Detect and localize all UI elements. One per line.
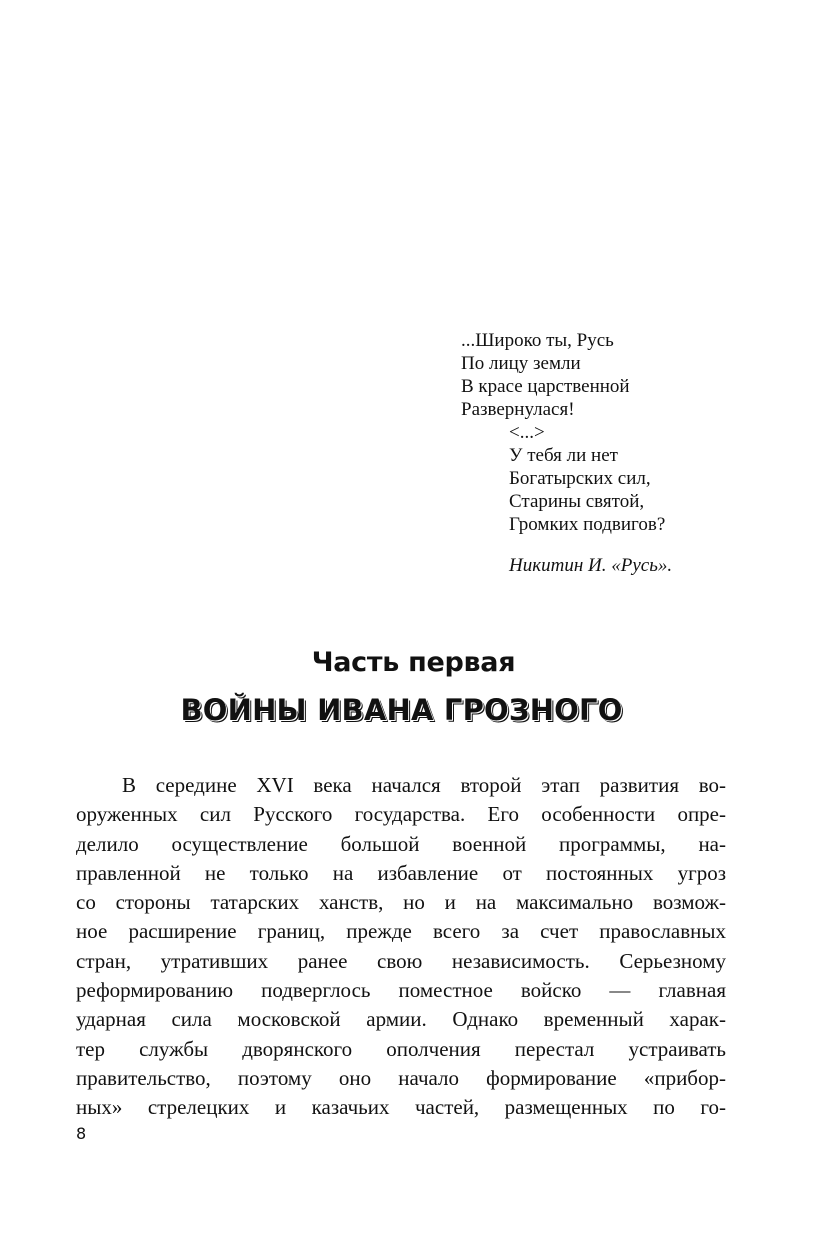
part-label: Часть первая bbox=[311, 647, 516, 678]
epigraph-line: В красе царственной bbox=[461, 376, 630, 397]
body-line: ных» стрелецких и казачьих частей, размещенных по го- bbox=[76, 1095, 726, 1120]
body-line: стран, утративших ранее свою независимость. Серьезному bbox=[76, 948, 726, 973]
body-paragraph bbox=[76, 771, 726, 1123]
epigraph-line: По лицу земли bbox=[461, 353, 581, 374]
body-line: ударная сила московской армии. Однако временный харак- bbox=[76, 1007, 726, 1032]
epigraph-attribution: Никитин И. «Русь». bbox=[509, 555, 673, 576]
body-line: В середине XVI века начался второй этап развития во- bbox=[122, 773, 726, 797]
epigraph-line: Старины святой, bbox=[509, 491, 645, 512]
epigraph-line: У тебя ли нет bbox=[509, 445, 618, 466]
body-line: реформированию подверглось поместное войско — главная bbox=[76, 978, 726, 1003]
epigraph-line: ...Широко ты, Русь bbox=[461, 330, 614, 351]
epigraph-line: Богатырских сил, bbox=[509, 468, 651, 489]
body-line: тер службы дворянского ополчения перестал устраивать bbox=[76, 1036, 726, 1061]
body-line: делило осуществление большой военной программы, на- bbox=[76, 831, 726, 856]
body-line: со стороны татарских ханств, но и на максимально возмож- bbox=[76, 890, 726, 915]
epigraph bbox=[461, 329, 791, 577]
epigraph-line: Громких подвигов? bbox=[509, 514, 666, 535]
body-line: ное расширение границ, прежде всего за счет православных bbox=[76, 919, 726, 944]
body-line: правленной не только на избавление от постоянных угроз bbox=[76, 860, 726, 885]
page-number: 8 bbox=[76, 1124, 87, 1143]
body-line: оруженных сил Русского государства. Его особенности опре- bbox=[76, 802, 726, 827]
body-line: правительство, поэтому оно начало формирование «прибор- bbox=[76, 1065, 726, 1090]
epigraph-ellipsis: <...> bbox=[509, 422, 545, 443]
part-title: ВОЙНЫ ИВАНА ГРОЗНОГО bbox=[180, 693, 623, 727]
epigraph-line: Развернулася! bbox=[461, 399, 575, 420]
